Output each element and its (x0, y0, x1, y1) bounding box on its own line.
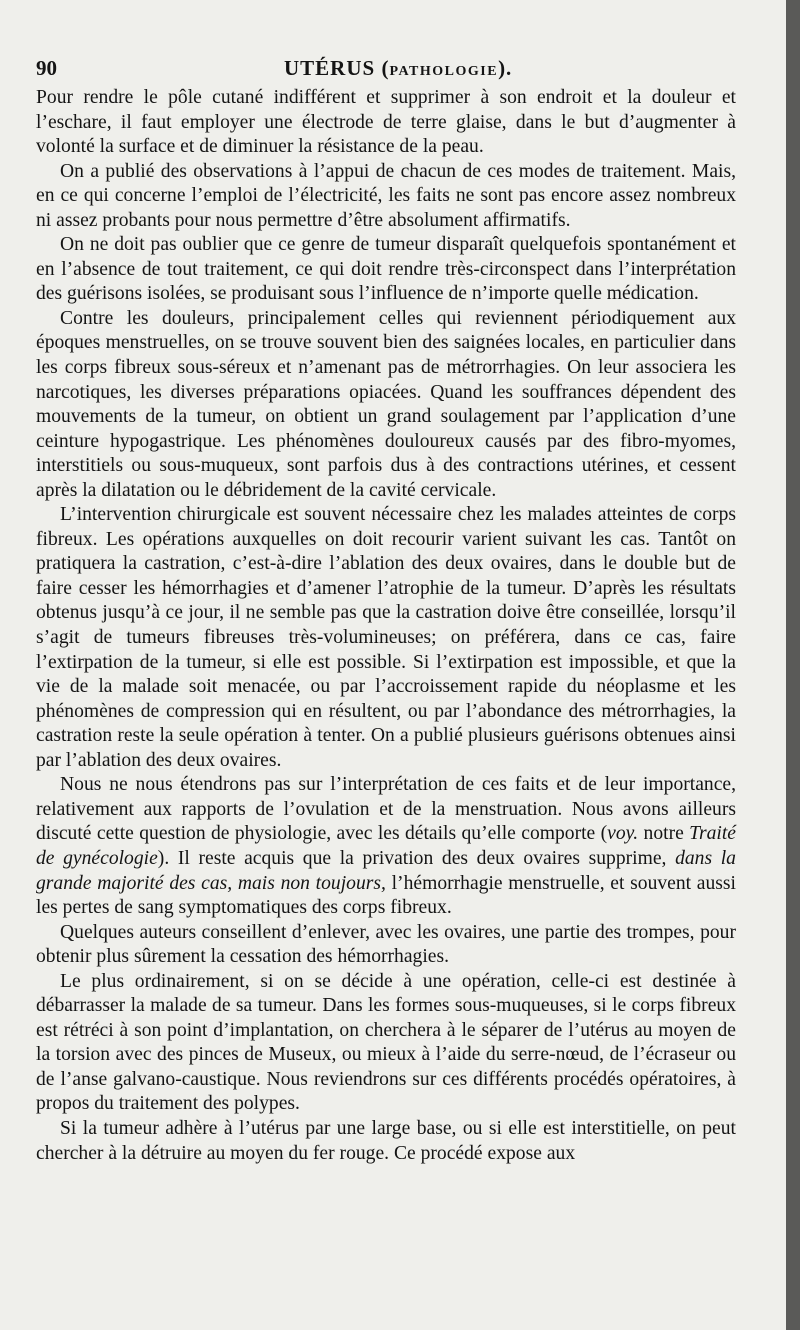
paragraph: On a publié des observations à l’appui de chacun de ces modes de traitement. Mais, en ce qui concerne l’emploi de l’électricité, les faits ne sont pas encore assez nombreux ni assez probants pour nous permettre d’être absolument affirmatifs. (36, 160, 736, 231)
paragraph: On ne doit pas oublier que ce genre de tumeur disparaît quelquefois spontanément et en l’absence de tout traitement, ce qui doit rendre très-circonspect dans l’interprétation des guérisons isolées, se produisant sous l’influence de n’importe quelle médication. (36, 234, 736, 305)
running-title (284, 56, 512, 81)
running-title-close: ). (498, 56, 513, 80)
paragraph: Quelques auteurs conseillent d’enlever, avec les ovaires, une partie des trompes, pour obtenir plus sûrement la cessation des hémorrhagies. (36, 921, 736, 968)
paragraph: Pour rendre le pôle cutané indifférent et supprimer à son endroit et la douleur et l’eschare, il faut employer une électrode de terre glaise, dans le but d’augmenter à volonté la surface et de diminuer la résistance de la peau. (36, 87, 736, 158)
paragraph: L’intervention chirurgicale est souvent nécessaire chez les malades atteintes de corps fibreux. Les opérations auxquelles on doit recourir varient suivant les cas. Tantôt on pratiquera la castration, c’est-à-dire l’ablation des deux ovaires, dans le double but de faire cesser les hémorrhagies et d’amener l’atrophie de la tumeur. D’après les résultats obtenus jusqu’à ce jour, il ne semble pas que la castration doive être conseillée, lorsqu’il s’agit de tumeurs fibreuses très-volumineuses; on préférera, dans ce cas, faire l’extirpation de la tumeur, si elle est possible. Si l’extirpation est impossible, et que la vie de la malade soit menacée, ou par l’accroissement rapide du néoplasme et les phénomènes de compression qui en résultent, ou par l’abondance des métrorrhagies, la castration reste la seule opération à tenter. On a publié plusieurs guérisons obtenues ainsi par l’ablation des deux ovaires. (36, 504, 736, 771)
paragraph: Contre les douleurs, principalement celles qui reviennent périodiquement aux époques menstruelles, on se trouve souvent bien des saignées locales, en particulier dans les corps fibreux sous-séreux et n’amenant pas de métrorrhagies. On leur associera les narcotiques, les diverses préparations opiacées. Quand les souffrances dépendent des mouvements de la tumeur, on obtient un grand soulagement par l’application d’une ceinture hypogastrique. Les phénomènes douloureux causés par des fibro-myomes, interstitiels ou sous-muqueux, sont parfois dus à des contractions utérines, et cessent après la dilatation ou le débridement de la cavité cervicale. (36, 307, 736, 501)
paragraph: Le plus ordinairement, si on se décide à une opération, celle-ci est destinée à débarrasser la malade de sa tumeur. Dans les formes sous-muqueuses, si le corps fibreux est rétréci à son point d’implantation, on cherchera à le séparer de l’utérus au moyen de la torsion avec des pinces de Museux, ou mieux à l’aide du serre-nœud, de l’écraseur ou de l’anse galvano-caustique. Nous reviendrons sur ces différents procédés opératoires, à propos du traitement des polypes. (36, 970, 736, 1115)
running-title-open: ( (375, 56, 390, 80)
book-reference: Traité de gynécologie (36, 823, 736, 869)
paragraph-text: l’hémorrhagie menstruelle, et souvent aussi les pertes de sang symptomatiques des corps fibreux. (36, 872, 736, 919)
paragraph-text: Nous ne nous étendrons pas sur l’interprétation de ces faits et de leur importance, relativement aux rapports de l’ovulation et de la menstruation. Nous avons ailleurs discuté cette question de physiologie, avec les détails qu’elle comporte ( (36, 774, 736, 845)
paragraph-italic-text: voy. (607, 823, 639, 845)
paragraph: Si la tumeur adhère à l’utérus par une large base, ou si elle est interstitielle, on peut chercher à la détruire au moyen du fer rouge. Ce procédé expose aux (36, 1117, 736, 1164)
page-header (36, 56, 736, 86)
page-number: 90 (36, 56, 57, 80)
paragraph-text: ). Il reste acquis que la privation des deux ovaires supprime, (157, 847, 676, 869)
running-title-sub: PATHOLOGIE (389, 64, 499, 79)
running-title-main: UTÉRUS (284, 56, 376, 80)
paragraph-italic-text: dans la grande majorité des cas, mais non toujours, (36, 847, 736, 894)
body-text (36, 86, 736, 1166)
paragraph (36, 773, 736, 920)
paragraph-text: notre (638, 823, 690, 845)
